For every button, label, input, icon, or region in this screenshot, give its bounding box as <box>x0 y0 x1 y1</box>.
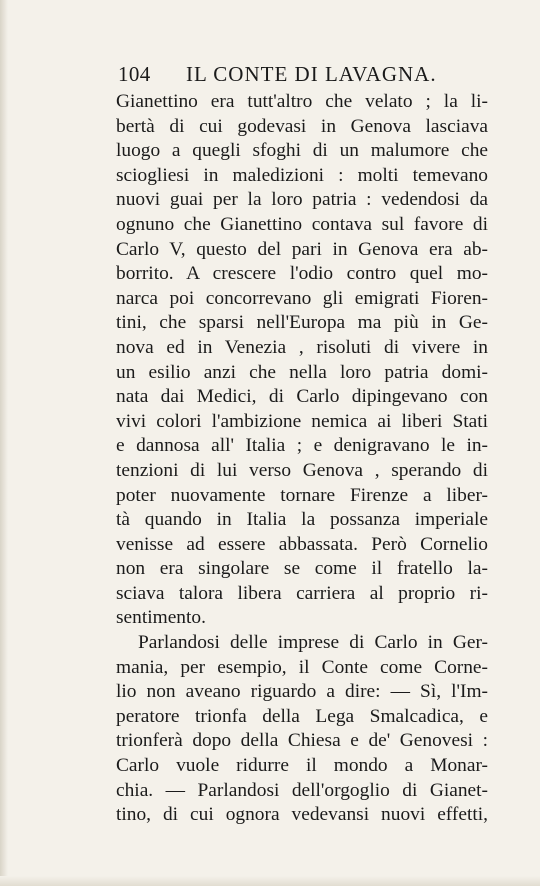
text-line: vivi colori l'ambizione nemica ai liberi Stati <box>116 410 488 432</box>
text-line: borrito. A crescere l'odio contro quel mo- <box>116 263 488 285</box>
text-line: tà quando in Italia la possanza imperiale <box>116 509 488 531</box>
page-header <box>118 62 498 87</box>
page-number: 104 <box>118 62 151 86</box>
text-line: ognuno che Gianettino contava sul favore di <box>116 213 488 235</box>
text-line: mania, per esempio, il Conte come Corne- <box>116 656 488 678</box>
text-line: tini, che sparsi nell'Europa ma più in Ge- <box>116 312 488 334</box>
text-line: luogo a quegli sfoghi di un malumore che <box>116 140 488 162</box>
text-line: sentimento. <box>116 607 206 629</box>
text-line: tino, di cui ognora vedevansi nuovi effetti, <box>116 804 488 826</box>
text-line: nova ed in Venezia , risoluti di vivere in <box>116 336 488 358</box>
text-line: nata dai Medici, di Carlo dipingevano con <box>116 386 488 408</box>
running-title: IL CONTE DI LAVAGNA. <box>186 62 437 86</box>
paragraph <box>116 631 488 828</box>
text-line: nuovi guai per la loro patria : vedendosi da <box>116 189 488 211</box>
text-line: bertà di cui godevasi in Genova lasciava <box>116 115 488 137</box>
text-line: sciogliesi in maledizioni : molti temevano <box>116 164 488 186</box>
text-line: lio non aveano riguardo a dire: — Sì, l'Im- <box>116 681 488 703</box>
text-line: peratore trionfa della Lega Smalcadica, e <box>116 705 488 727</box>
page-edge-shadow <box>0 0 8 886</box>
text-line: chia. — Parlandosi dell'orgoglio di Gianet- <box>116 779 488 801</box>
text-line: non era singolare se come il fratello la- <box>116 558 488 580</box>
text-line: poter nuovamente tornare Firenze a liber- <box>116 484 488 506</box>
text-line: un esilio anzi che nella loro patria domi- <box>116 361 488 383</box>
body-text <box>116 90 488 828</box>
text-line: narca poi concorrevano gli emigrati Fioren- <box>116 287 488 309</box>
text-line: tenzioni di lui verso Genova , sperando di <box>116 459 488 481</box>
text-line: Carlo vuole ridurre il mondo a Monar- <box>116 755 488 777</box>
text-line: Parlandosi delle imprese di Carlo in Ger- <box>138 632 488 654</box>
text-line: Gianettino era tutt'altro che velato ; la li- <box>116 91 488 112</box>
text-line: e dannosa all' Italia ; e denigravano le in- <box>116 435 488 457</box>
page-bottom-shadow <box>0 876 540 886</box>
text-line: sciava talora libera carriera al proprio ri- <box>116 582 488 604</box>
text-line: trionferà dopo della Chiesa e de' Genovesi : <box>116 730 488 752</box>
text-line: Carlo V, questo del pari in Genova era ab- <box>116 238 488 260</box>
paragraph <box>116 90 488 631</box>
text-line: venisse ad essere abbassata. Però Cornelio <box>116 533 488 555</box>
